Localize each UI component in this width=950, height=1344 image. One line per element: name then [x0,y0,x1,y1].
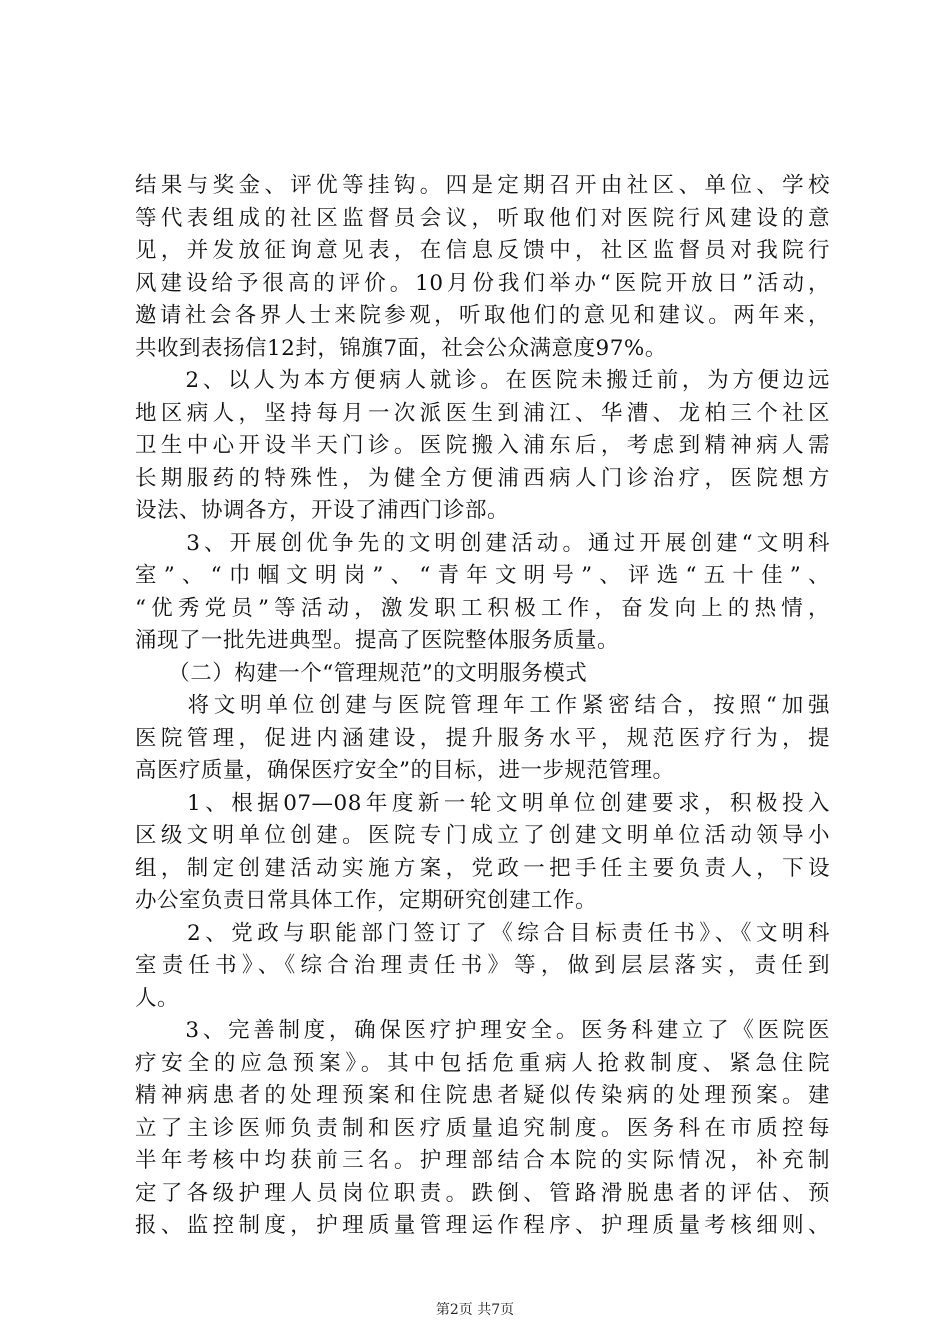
text-line: 卫生中心开设半天门诊。医院搬入浦东后，考虑到精神病人需 [135,433,830,458]
text-line: 2、以人为本方便病人就诊。在医院未搬迁前，为方便边远 [135,368,830,393]
section-heading: （二）构建一个“管理规范”的文明服务模式 [135,660,588,686]
text-line: 邀请社会各界人士来院参观，听取他们的意见和建议。两年来， [135,303,830,328]
body-text [135,170,830,1243]
text-line: 办公室负责日常具体工作，定期研究创建工作。 [135,888,598,913]
text-line: 立了主诊医师负责制和医疗质量追究制度。医务科在市质控每 [135,1115,830,1141]
text-line: 人。 [135,985,180,1011]
text-line: 2、党政与职能部门签订了《综合目标责任书》、《文明科 [135,920,830,946]
text-line: 结果与奖金、评优等挂钩。四是定期召开由社区、单位、学校 [135,173,830,198]
text-line: 室责任书》、《综合治理责任书》等，做到层层落实，责任到 [135,953,830,978]
page-number-footer: 第2页 共7页 [435,1302,515,1318]
text-line: 室”、“巾帼文明岗”、“青年文明号”、评选“五十佳”、 [135,563,830,588]
text-line: “优秀党员”等活动，激发职工积极工作，奋发向上的热情， [135,595,830,621]
text-line: 区级文明单位创建。医院专门成立了创建文明单位活动领导小 [135,823,830,848]
text-line: 1、根据07—08年度新一轮文明单位创建要求，积极投入 [135,790,830,816]
text-line: 精神病患者的处理预案和住院患者疑似传染病的处理预案。建 [135,1083,830,1108]
text-line: 组，制定创建活动实施方案，党政一把手任主要负责人，下设 [135,855,830,881]
text-line: 设法、协调各方，开设了浦西门诊部。 [135,498,510,523]
text-line: 长期服药的特殊性，为健全方便浦西病人门诊治疗，医院想方 [135,465,830,491]
text-line: 见，并发放征询意见表，在信息反馈中，社区监督员对我院行 [135,238,830,263]
text-line: 等代表组成的社区监督员会议，听取他们对医院行风建设的意 [135,205,830,231]
text-line: 医院管理，促进内涵建设，提升服务水平，规范医疗行为，提 [135,725,830,751]
text-line: 风建设给予很高的评价。10月份我们举办“医院开放日”活动， [135,270,830,296]
text-line: 共收到表扬信12封，锦旗7面，社会公众满意度97%。 [135,335,667,361]
text-line: 报、监控制度，护理质量管理运作程序、护理质量考核细则、 [135,1213,830,1238]
text-line: 半年考核中均获前三名。护理部结合本院的实际情况，补充制 [135,1148,830,1173]
text-line: 涌现了一批先进典型。提高了医院整体服务质量。 [135,628,620,653]
text-line: 将文明单位创建与医院管理年工作紧密结合，按照“加强 [135,693,830,718]
text-line: 疗安全的应急预案》。其中包括危重病人抢救制度、紧急住院 [135,1050,830,1076]
text-line: 高医疗质量，确保医疗安全”的目标，进一步规范管理。 [135,758,675,783]
text-line: 3、完善制度，确保医疗护理安全。医务科建立了《医院医 [135,1018,830,1043]
text-line: 定了各级护理人员岗位职责。跌倒、管路滑脱患者的评估、预 [135,1180,830,1206]
text-line: 3、开展创优争先的文明创建活动。通过开展创建“文明科 [135,530,830,556]
text-line: 地区病人，坚持每月一次派医生到浦江、华漕、龙柏三个社区 [135,400,830,426]
